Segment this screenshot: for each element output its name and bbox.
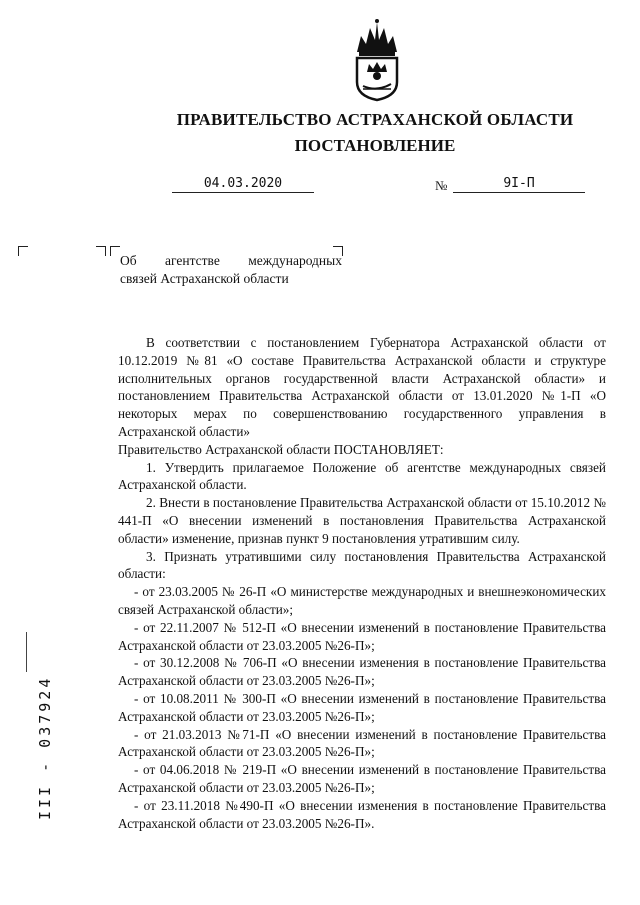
serial-stamp: III - 037924 [36,675,54,820]
margin-corner-mark [96,246,106,256]
document-type-title: ПОСТАНОВЛЕНИЕ [294,136,456,155]
sub-item: - от 22.11.2007 № 512-П «О внесении изменений в постановление Правительства Астраханской области от 23.03.2005 №26-П»; [118,619,606,653]
coat-of-arms-emblem [351,18,403,102]
sub-item: - от 30.12.2008 № 706-П «О внесении изменения в постановление Правительства Астраханской области от 23.03.2005 №26-П»; [118,655,606,689]
sub-item: - от 23.03.2005 № 26-П «О министерстве международных и внешнеэкономических связей Астраханской области»; [118,584,606,617]
subject-word: Об [120,253,137,268]
document-date: 04.03.2020 [172,176,314,193]
intro-paragraph: В соответствии с постановлением Губернатора Астраханской области от 10.12.2019 №81 «О составе Правительства Астраханской области и структуре исполнительных органов государственной власти Астраханской области» и постановлением Правительства Астраханской области от 13.01.2020 №1-П «О некоторых мерах по совершенствованию государственного управления в Астраханской области» [118,335,606,439]
document-body [118,334,606,832]
organization-title: ПРАВИТЕЛЬСТВО АСТРАХАНСКОЙ ОБЛАСТИ [176,110,574,129]
item-1: 1. Утвердить прилагаемое Положение об агентстве международных связей Астраханской области. [118,459,606,493]
sub-item: - от 04.06.2018 № 219-П «О внесении изменений в постановление Правительства Астраханской области от 23.03.2005 №26-П»; [118,762,606,795]
sub-item: - от 10.08.2011 № 300-П «О внесении изменений в постановление Правительства Астраханской области от 23.03.2005 №26-П»; [118,690,606,724]
decree-paragraph: Правительство Астраханской области ПОСТАНОВЛЯЕТ: [118,441,444,457]
subject-word: международных [248,253,342,268]
sub-item: - от 21.03.2013 №71-П «О внесении изменений в постановление Правительства Астраханской области от 23.03.2005 №26-П»; [118,726,606,760]
document-number: 9I-П [453,176,585,193]
subject-word: агентстве [165,253,220,268]
subject-corner-mark [110,246,120,256]
sub-item: - от 23.11.2018 №490-П «О внесении изменения в постановление Правительства Астраханской области от 23.03.2005 №26-П». [118,797,606,831]
number-label: № [435,178,448,193]
item-2: 2. Внести в постановление Правительства Астраханской области от 15.10.2012 № 441-П «О внесении изменений в постановления Правительства Астраханской области» изменение, признав пункт 9 постановления утратившим силу. [118,495,606,546]
item-3: 3. Признать утратившими силу постановления Правительства Астраханской области: [118,548,606,582]
margin-line [26,632,27,672]
subject-line-2: связей Астраханской области [120,271,289,286]
margin-corner-mark [18,246,28,256]
document-subject [120,252,342,288]
